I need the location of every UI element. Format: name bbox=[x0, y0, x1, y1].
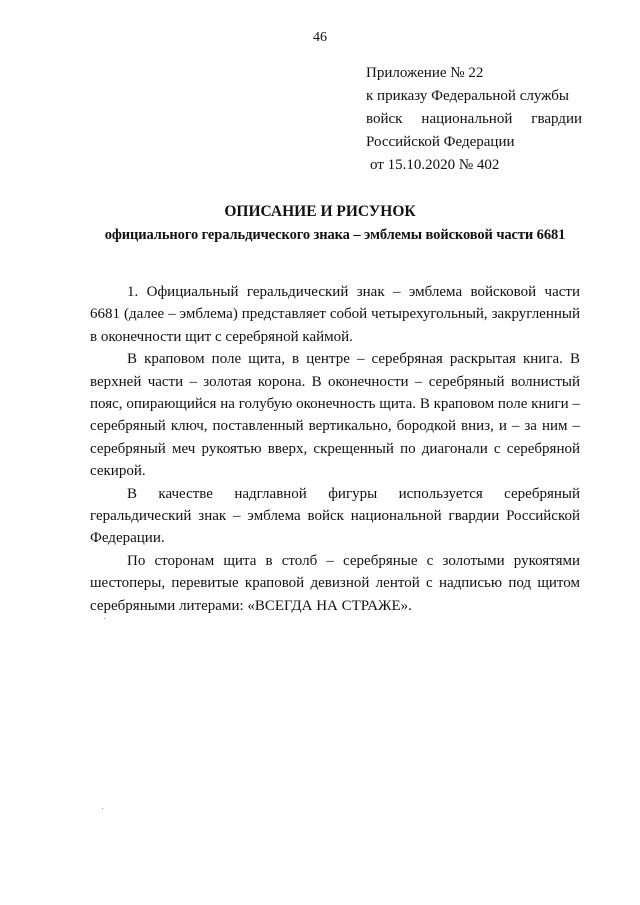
paragraph-3: В качестве надглавной фигуры используется серебряный геральдический знак – эмблема войск национальной гвардии Российской Федерации. bbox=[90, 485, 580, 547]
document-subtitle: официального геральдического знака – эмблемы войсковой части 6681 bbox=[104, 227, 566, 243]
appendix-line-3: войск национальной гвардии bbox=[366, 111, 582, 127]
page-number: 46 bbox=[313, 30, 327, 45]
document-body bbox=[90, 281, 580, 617]
paragraph-2: В краповом поле щита, в центре – серебряная раскрытая книга. В верхней части – золотая корона. В оконечности – серебряный волнистый пояс, опирающийся на голубую оконечность щита. В краповом поле книги – серебряный ключ, поставленный вертикально, бородкой вниз, и – за ним – серебряный меч рукоятью вверх, скрещенный по диагонали с серебряной секирой. bbox=[90, 351, 580, 480]
appendix-line-2: к приказу Федеральной службы bbox=[366, 88, 570, 104]
appendix-line-4: Российской Федерации bbox=[366, 134, 515, 150]
appendix-line-1: Приложение № 22 bbox=[366, 65, 484, 81]
paragraph-1: 1. Официальный геральдический знак – эмблема войсковой части 6681 (далее – эмблема) представляет собой четырехугольный, закругленный в оконечности щит с серебряной каймой. bbox=[90, 284, 580, 345]
scan-speck bbox=[102, 808, 103, 809]
appendix-header bbox=[366, 62, 582, 177]
appendix-line-5: от 15.10.2020 № 402 bbox=[370, 157, 500, 173]
document-title: ОПИСАНИЕ И РИСУНОК bbox=[224, 203, 416, 220]
paragraph-4: По сторонам щита в столб – серебряные с золотыми рукоятями шестоперы, перевитые краповой девизной лентой с надписью под щитом серебряными литерами: «ВСЕГДА НА СТРАЖЕ». bbox=[90, 552, 580, 614]
scan-speck bbox=[104, 618, 105, 619]
